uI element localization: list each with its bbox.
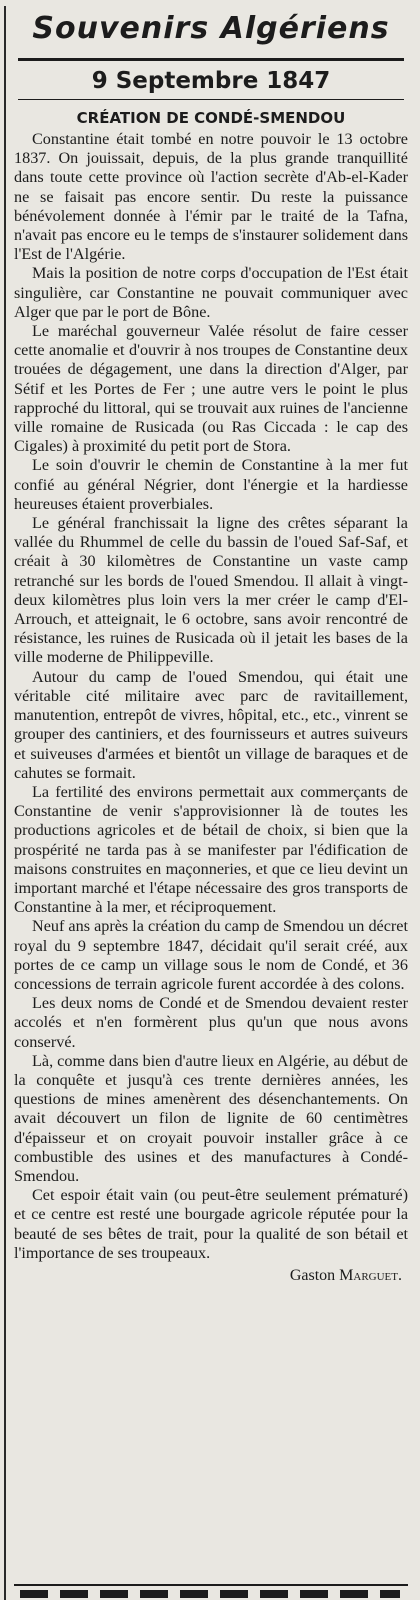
paragraph: Mais la position de notre corps d'occupation de l'Est était singulière, car Constantine ne pouvait communiquer avec Alger que par le port de Bône.: [14, 264, 408, 321]
paragraph: Là, comme dans bien d'autre lieux en Algérie, au début de la conquête et jusqu'à ces trente dernières années, les questions de mines amenèrent des désenchantements. On avait découvert un filon de lignite de 60 centimètres d'épaisseur et on croyait pouvoir installer grâce à ce combustible des usines et des manufactures à Condé-Smendou.: [14, 1051, 408, 1185]
article-date: 9 Septembre 1847: [91, 68, 331, 94]
author-first-name: Gaston: [289, 1266, 336, 1284]
paragraph: Les deux noms de Condé et de Smendou devaient rester accolés et n'en formèrent plus qu'un que nous avons conservé.: [14, 994, 408, 1051]
paragraph: Le maréchal gouverneur Valée résolut de faire cesser cette anomalie et d'ouvrir à nos troupes de Constantine deux trouées de dégagement, une dans la direction d'Alger, par Sétif et les Portes de Fer ; une autre vers le point le plus rapproché du littoral, qui se trouvait aux ruines de l'ancienne ville romaine de Rusicada (ou Ras Ciccada : le cap des Cigales) à proximité du petit port de Stora.: [14, 322, 408, 456]
paragraph: Le soin d'ouvrir le chemin de Constantine à la mer fut confié au général Négrier, dont l'énergie et la hardiesse heureuses étaient proverbiales.: [14, 456, 408, 513]
date-divider: [18, 99, 404, 100]
cropped-next-heading: [20, 1590, 400, 1598]
paragraph: Cet espoir était vain (ou peut-être seulement prématuré) et ce centre est resté une bourgade agricole réputée pour la beauté de ses bêtes de trait, pour la qualité de son bétail et l'importance de ses troupeaux.: [14, 1186, 408, 1262]
newspaper-clipping: [0, 6, 420, 1600]
paragraph: Neuf ans après la création du camp de Smendou un décret royal du 9 septembre 1847, décidait qu'il serait créé, aux portes de ce camp un village sous le nom de Condé, et 36 concessions de terrain agricole furent accordée à des colons.: [14, 917, 408, 993]
author-last-name: Marguet.: [339, 1266, 402, 1284]
paragraph: La fertilité des environs permettait aux commerçants de Constantine de venir s'approvisionner là de toutes les productions agricoles et de bétail de choix, si bien que la prospérité ne tarda pas à se manifester par l'édification de maisons construites en maçonneries, et que ce lieu devint un important marché et l'étape nécessaire des gros transports de Constantine à la mer, et réciproquement.: [14, 782, 408, 917]
article-headline: CRÉATION DE CONDÉ-SMENDOU: [76, 109, 346, 127]
paragraph: Le général franchissait la ligne des crêtes séparant la vallée du Rhummel de celle du bassin de l'oued Saf-Saf, et créait à 30 kilomètres de Constantine un vaste camp retranché sur les bords de l'oued Smendou. Il allait à vingt-deux kilomètres plus loin vers la mer créer le camp d'El-Arrouch, et atteignait, le 6 octobre, sans avoir rencontré de résistance, les ruines de Rusicada où il jetait les bases de la ville moderne de Philippeville.: [14, 514, 408, 667]
page-title: Souvenirs Algériens: [32, 11, 390, 46]
bottom-divider: [14, 1584, 408, 1586]
author-signature: [14, 1267, 408, 1285]
title-divider: [18, 58, 404, 61]
paragraph: Autour du camp de l'oued Smendou, qui était une véritable cité militaire avec parc de ravitaillement, manutention, entrepôt de vivres, hôpital, etc., etc., vinrent se grouper des cantiniers, et des fournisseurs et autres suiveurs et suiveuses d'armées et bientôt un village de baraques et de cahutes se formait.: [14, 667, 408, 782]
paragraph: Constantine était tombé en notre pouvoir le 13 octobre 1837. On jouissait, depuis, de la plus grande tranquillité dans toute cette province où l'action secrète d'Ab-el-Kader ne se faisait pas encore sentir. Du reste la puissance bénévolement donnée à l'émir par le traité de la Tafna, n'avait pas encore eu le temps de s'instaurer solidement dans l'Est de l'Algérie.: [14, 130, 408, 264]
column-rule: [4, 6, 6, 1600]
article-body: [14, 130, 408, 1263]
